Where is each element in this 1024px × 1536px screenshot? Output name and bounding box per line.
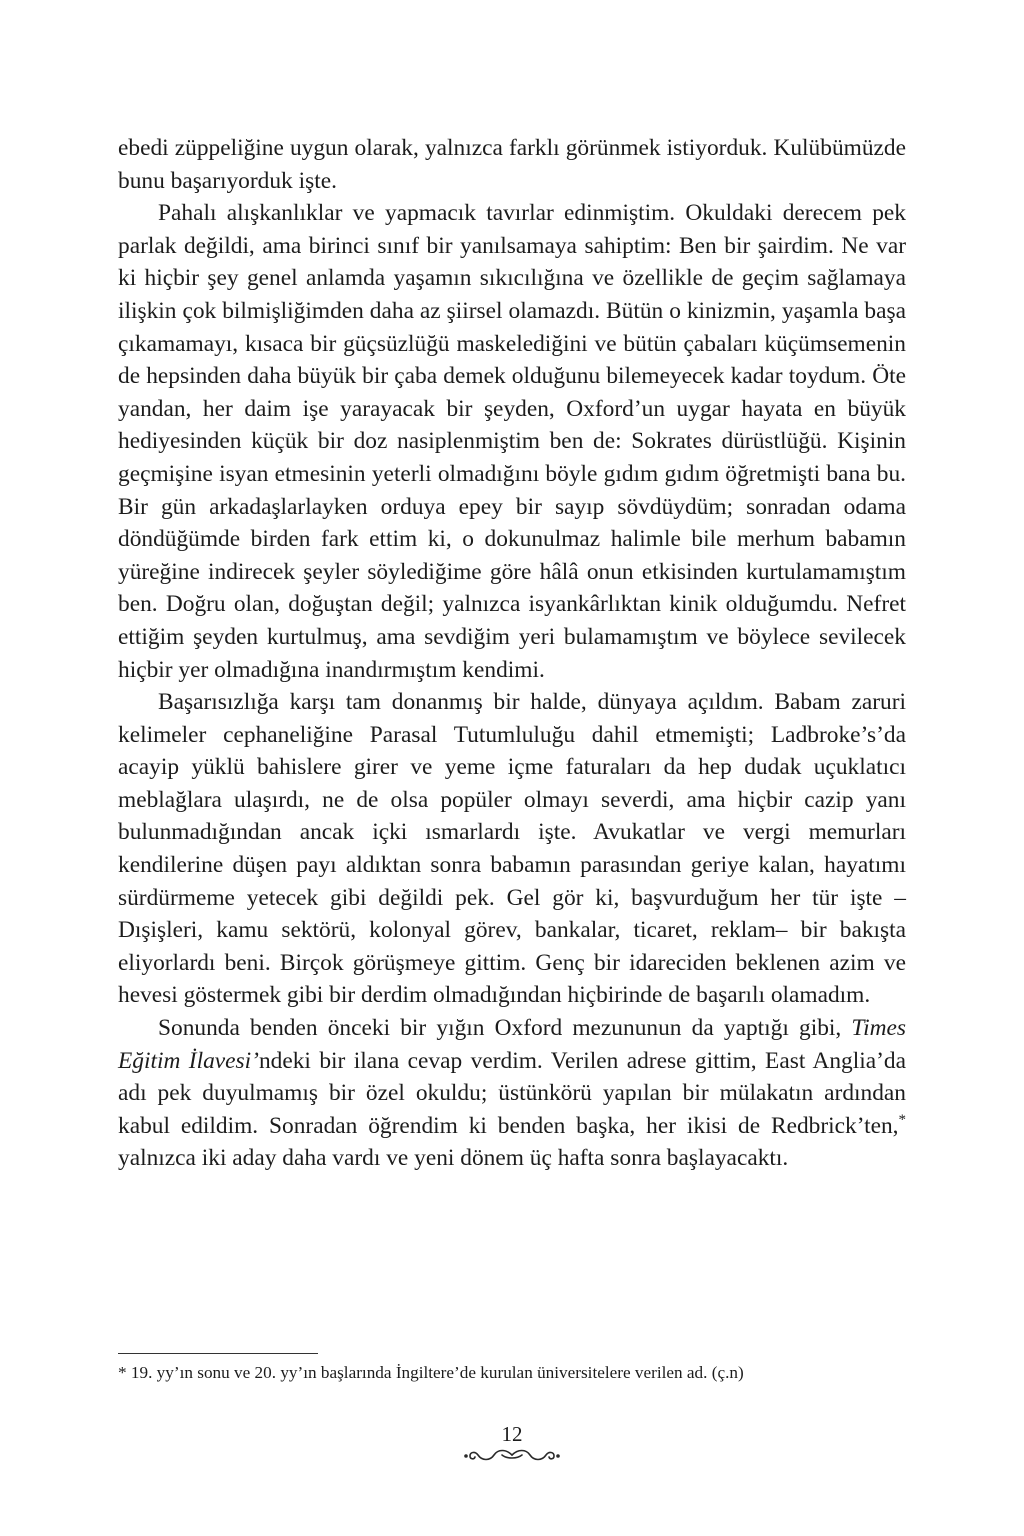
footnote-divider: [118, 1353, 318, 1354]
paragraph-4: [118, 1012, 906, 1175]
paragraph-4-text-a: Sonunda benden önceki bir yığın Oxford mezununun da yaptığı gibi,: [158, 1015, 852, 1042]
paragraph-3: Başarısızlığa karşı tam donanmış bir halde, dünyaya açıldım. Babam zaruri kelimeler cephaneliğine Parasal Tutumluluğu dahil etmemişti; Ladbroke’s’da acayip yüklü bahislere girer ve yeme içme faturaları da hep dudak uçuklatıcı meblağlara ulaşırdı, ne de olsa popüler olmayı severdi, ama hiçbir cazip yanı bulunmadığından ancak içki ısmarlardı işte. Avukatlar ve vergi memurları kendilerine düşen payı aldıktan sonra babamın parasından geriye kalan, hayatımı sürdürmeme yetecek gibi değildi pek. Gel gör ki, başvurduğum her tür işte –Dışişleri, kamu sektörü, kolonyal görev, bankalar, ticaret, reklam– bir bakışta eliyorlardı beni. Birçok görüşmeye gittim. Genç bir idareciden beklenen azim ve hevesi göstermek gibi bir derdim olmadığından hiçbirinde de başarılı olamadım.: [118, 689, 906, 1009]
paragraph-4-text-b: ndeki bir ilana cevap verdim. Verilen adrese gittim, East Anglia’da adı pek duyulmamış bir özel okuldu; üstünkörü yapılan bir mülakatın ardından kabul edildim. Sonradan öğrendim ki benden başka, her ikisi de Redbrick’ten,: [118, 1047, 906, 1139]
paragraph-1: ebedi züppeliğine uygun olarak, yalnızca farklı görünmek istiyorduk. Kulübümüzde bunu başarıyorduk işte.: [118, 135, 906, 194]
paragraph-4-text-c: yalnızca iki aday daha vardı ve yeni dönem üç hafta sonra başlayacaktı.: [118, 1145, 789, 1172]
page-body: [118, 132, 906, 1175]
footnote: * 19. yy’ın sonu ve 20. yy’ın başlarında İngiltere’de kurulan üniversitelere verilen ad. (ç.n): [118, 1363, 744, 1382]
flourish-ornament-icon: [462, 1444, 562, 1466]
page-number: 12: [501, 1422, 523, 1446]
italic-title: Times Eğitim İlavesi’: [118, 1015, 906, 1074]
footnote-marker: *: [898, 1112, 906, 1129]
paragraph-2: Pahalı alışkanlıklar ve yapmacık tavırlar edinmiştim. Okuldaki derecem pek parlak değildi, ama birinci sınıf bir yanılsamaya sahiptim: Ben bir şairdim. Ne var ki hiçbir şey genel anlamda yaşamın sıkıcılığına ve özellikle de geçim sağlamaya ilişkin çok bilmişliğimden daha az şiirsel olamazdı. Bütün o kinizmin, yaşamla başa çıkamamayı, kısaca bir güçsüzlüğü maskelediğini ve bütün çabaları küçümsemenin de hepsinden daha büyük bir çaba demek olduğunu bilemeyecek kadar toydum. Öte yandan, her daim işe yarayacak bir şeyden, Oxford’un uygar hayata en büyük hediyesinden küçük bir doz nasiplenmiştim ben de: Sokrates dürüstlüğü. Kişinin geçmişine isyan etmesinin yeterli olmadığını böyle gıdım gıdım öğretmişti bana bu. Bir gün arkadaşlarlayken orduya epey bir sayıp sövdüydüm; sonradan odama döndüğümde birden fark ettim ki, o dokunulmaz halimle bile merhum babamın yüreğine indirecek şeyler söylediğime göre hâlâ onun etkisinden kurtulamamıştım ben. Doğru olan, doğuştan değil; yalnızca isyankârlıktan kinik olduğumdu. Nefret ettiğim şeyden kurtulmuş, ama sevdiğim yeri bulamamıştım ve böylece sevilecek hiçbir yer olmadığına inandırmıştım kendimi.: [118, 200, 906, 683]
